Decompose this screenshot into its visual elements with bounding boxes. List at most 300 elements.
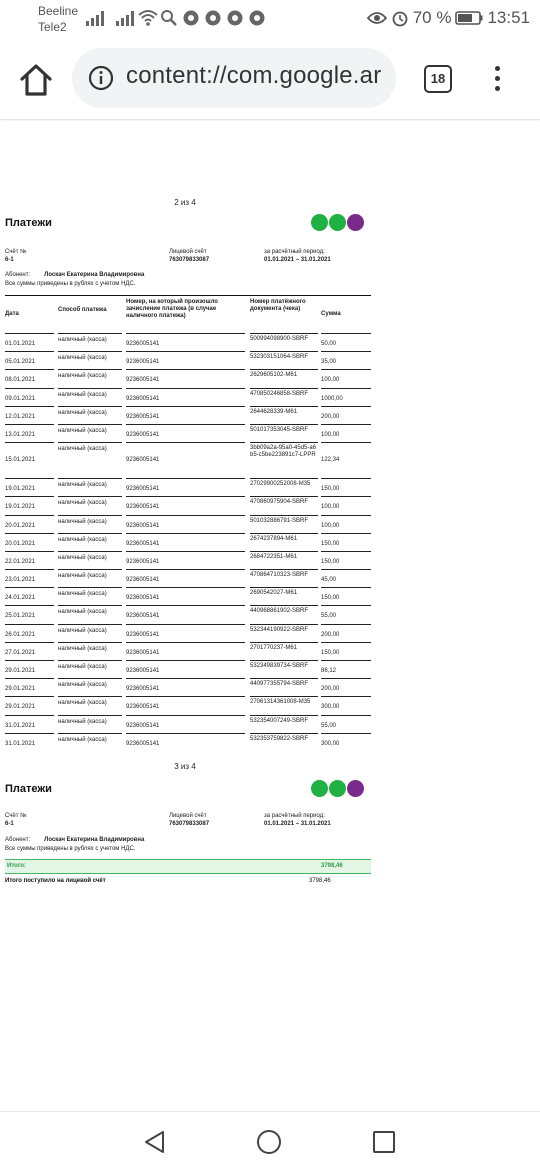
column-gap bbox=[318, 351, 321, 352]
cell-method: наличный (касса) bbox=[58, 536, 107, 543]
cell-method: наличный (касса) bbox=[58, 573, 107, 580]
column-gap bbox=[245, 733, 250, 734]
column-gap bbox=[318, 369, 321, 370]
cell-date: 31.01.2021 bbox=[5, 722, 36, 729]
personal-account-label: Лицевой счёт bbox=[169, 813, 207, 819]
column-gap bbox=[318, 605, 321, 606]
column-gap bbox=[54, 333, 58, 334]
column-gap bbox=[122, 496, 126, 497]
cell-number: 9236005141 bbox=[126, 377, 160, 384]
vat-note: Все суммы приведены в рублях с учетом НДС. bbox=[5, 281, 136, 287]
cell-sum: 100,00 bbox=[321, 522, 340, 529]
column-gap bbox=[54, 478, 58, 479]
column-gap bbox=[54, 406, 58, 407]
column-gap bbox=[318, 624, 321, 625]
column-gap bbox=[54, 587, 58, 588]
final-total-value: 3798,46 bbox=[309, 878, 331, 884]
cell-number: 9236005141 bbox=[126, 540, 160, 547]
more-menu-icon[interactable] bbox=[492, 66, 502, 94]
cell-sum: 150,00 bbox=[321, 558, 340, 565]
carrier-1: Beeline bbox=[38, 4, 79, 18]
table-row bbox=[5, 388, 371, 406]
cell-sum: 55,00 bbox=[321, 722, 337, 729]
subscriber-name: Лоскач Екатерина Владимировна bbox=[44, 272, 145, 278]
cell-method: наличный (касса) bbox=[58, 700, 107, 707]
cell-number: 9236005141 bbox=[126, 558, 160, 565]
cell-document: 2690542027-M61 bbox=[250, 590, 298, 597]
cell-method: наличный (касса) bbox=[58, 427, 107, 434]
column-gap bbox=[245, 424, 250, 425]
cell-number: 9236005141 bbox=[126, 577, 160, 584]
column-gap bbox=[54, 388, 58, 389]
purple-dot bbox=[347, 214, 364, 231]
column-gap bbox=[245, 442, 250, 443]
table-row bbox=[5, 678, 371, 696]
period-label: за расчётный период: bbox=[264, 249, 325, 255]
cell-sum: 100,00 bbox=[321, 504, 340, 511]
total-value: 3798,46 bbox=[321, 863, 343, 869]
browser-toolbar bbox=[0, 40, 540, 120]
total-row bbox=[5, 859, 371, 874]
chrome-icon bbox=[182, 9, 200, 27]
cell-number: 9236005141 bbox=[126, 595, 160, 602]
table-row bbox=[5, 733, 371, 751]
column-gap bbox=[122, 715, 126, 716]
vat-note: Все суммы приведены в рублях с учетом НДС. bbox=[5, 846, 136, 852]
column-gap bbox=[318, 569, 321, 570]
subscriber-info bbox=[5, 836, 144, 844]
cell-document: 440968861902-SBRF bbox=[250, 608, 309, 615]
column-gap bbox=[318, 715, 321, 716]
column-gap bbox=[122, 569, 126, 570]
android-nav-bar bbox=[0, 1111, 540, 1170]
column-number: Номер, на который произошло зачисление платежа (в случае наличного платежа) bbox=[126, 299, 218, 319]
column-gap bbox=[318, 660, 321, 661]
column-gap bbox=[318, 733, 321, 734]
page-number-label: 2 из 4 bbox=[174, 198, 196, 207]
column-gap bbox=[54, 605, 58, 606]
column-gap bbox=[245, 478, 250, 479]
cell-date: 23.01.2021 bbox=[5, 577, 36, 584]
cell-document: 27029900252008-M35 bbox=[250, 481, 311, 488]
column-date: Дата bbox=[5, 311, 19, 317]
cell-number: 9236005141 bbox=[126, 649, 160, 656]
cell-document: 532303151064-SBRF bbox=[250, 354, 309, 361]
column-gap bbox=[318, 515, 321, 516]
cell-document: 440977355794-SBRF bbox=[250, 681, 309, 688]
table-header bbox=[5, 295, 371, 333]
cell-number: 9236005141 bbox=[126, 740, 160, 747]
cell-document: 2684722351-M61 bbox=[250, 553, 298, 560]
cell-number: 9236005141 bbox=[126, 395, 160, 402]
account-label: Счёт № bbox=[5, 813, 27, 819]
cell-document: 532349839734-SBRF bbox=[250, 663, 309, 669]
home-button[interactable] bbox=[16, 60, 56, 100]
signal-icon bbox=[86, 10, 104, 26]
table-row bbox=[5, 406, 371, 424]
cell-sum: 200,00 bbox=[321, 686, 340, 693]
alarm-icon bbox=[391, 9, 409, 27]
cell-sum: 35,00 bbox=[321, 359, 337, 366]
column-gap bbox=[54, 496, 58, 497]
table-row bbox=[5, 624, 371, 642]
cell-document: 470850246858-SBRF bbox=[250, 390, 309, 397]
cell-number: 9236005141 bbox=[126, 359, 160, 366]
column-gap bbox=[245, 333, 250, 334]
cell-method: наличный (касса) bbox=[58, 682, 107, 689]
column-gap bbox=[245, 388, 250, 389]
cell-number: 9236005141 bbox=[126, 522, 160, 529]
cell-method: наличный (касса) bbox=[58, 482, 107, 489]
cell-date: 12.01.2021 bbox=[5, 413, 36, 420]
column-gap bbox=[54, 442, 58, 443]
cell-date: 29.01.2021 bbox=[5, 704, 36, 711]
cell-date: 26.01.2021 bbox=[5, 631, 36, 638]
cell-date: 25.01.2021 bbox=[5, 613, 36, 620]
column-gap bbox=[318, 406, 321, 407]
table-row bbox=[5, 642, 371, 660]
billing-period bbox=[264, 812, 331, 828]
cell-date: 08.01.2021 bbox=[5, 377, 36, 384]
personal-account bbox=[169, 248, 209, 264]
brand-dots bbox=[311, 214, 364, 231]
personal-account-label: Лицевой счёт bbox=[169, 249, 207, 255]
subscriber-label: Абонент: bbox=[5, 272, 31, 278]
cell-method: наличный (касса) bbox=[58, 664, 107, 670]
column-gap bbox=[245, 515, 250, 516]
column-gap bbox=[54, 551, 58, 552]
subscriber-name: Лоскач Екатерина Владимировна bbox=[44, 837, 145, 843]
cell-method: наличный (касса) bbox=[58, 446, 107, 453]
signal-icon bbox=[116, 10, 134, 26]
battery-percent: 70 % bbox=[412, 8, 452, 27]
cell-document: 2701770237-M61 bbox=[250, 644, 298, 651]
status-right bbox=[367, 8, 530, 28]
column-gap bbox=[245, 715, 250, 716]
column-gap bbox=[245, 551, 250, 552]
column-gap bbox=[54, 660, 58, 661]
column-gap bbox=[54, 696, 58, 697]
cell-sum: 200,00 bbox=[321, 413, 340, 420]
cell-date: 01.01.2021 bbox=[5, 341, 36, 347]
subscriber-info bbox=[5, 271, 144, 279]
cell-method: наличный (касса) bbox=[58, 391, 107, 398]
column-gap bbox=[54, 642, 58, 643]
column-gap bbox=[318, 678, 321, 679]
column-gap bbox=[245, 569, 250, 570]
cell-number: 9236005141 bbox=[126, 486, 160, 493]
column-gap bbox=[122, 551, 126, 552]
cell-document: 532353759822-SBRF bbox=[250, 735, 309, 742]
cell-document: 501032886791-SBRF bbox=[250, 517, 309, 524]
column-gap bbox=[122, 442, 126, 443]
cell-sum: 200,00 bbox=[321, 631, 340, 638]
info-icon[interactable] bbox=[88, 65, 114, 91]
column-gap bbox=[122, 388, 126, 389]
tab-switcher-button[interactable]: 18 bbox=[424, 65, 452, 93]
battery-icon bbox=[455, 11, 483, 25]
cell-sum: 300,00 bbox=[321, 740, 340, 747]
column-gap bbox=[245, 351, 250, 352]
period-value: 01.01.2021 – 31.01.2021 bbox=[264, 257, 331, 263]
table-row bbox=[5, 496, 371, 514]
column-gap bbox=[318, 642, 321, 643]
cell-method: наличный (касса) bbox=[58, 373, 107, 380]
address-bar[interactable] bbox=[72, 48, 396, 108]
column-gap bbox=[54, 624, 58, 625]
cell-method: наличный (касса) bbox=[58, 337, 107, 343]
final-total-label: Итого поступило на лицевой счёт bbox=[5, 878, 106, 884]
column-gap bbox=[122, 515, 126, 516]
cell-number: 9236005141 bbox=[126, 722, 160, 729]
cell-method: наличный (касса) bbox=[58, 591, 107, 598]
cell-date: 13.01.2021 bbox=[5, 431, 36, 438]
green-dot bbox=[311, 780, 328, 797]
column-gap bbox=[122, 333, 126, 334]
column-gap bbox=[318, 587, 321, 588]
cell-date: 19.01.2021 bbox=[5, 504, 36, 511]
green-dot bbox=[329, 780, 346, 797]
column-gap bbox=[54, 715, 58, 716]
column-gap bbox=[122, 406, 126, 407]
column-gap bbox=[318, 478, 321, 479]
cell-sum: 45,00 bbox=[321, 577, 337, 584]
cell-sum: 300,00 bbox=[321, 704, 340, 711]
cell-date: 29.01.2021 bbox=[5, 668, 36, 674]
home-nav-button[interactable] bbox=[256, 1129, 282, 1155]
page-number-label: 3 из 4 bbox=[174, 762, 196, 771]
purple-dot bbox=[347, 780, 364, 797]
column-method: Способ платежа bbox=[58, 307, 107, 313]
personal-account-value: 763079833087 bbox=[169, 821, 210, 827]
table-row bbox=[5, 569, 371, 587]
column-sum: Сумма bbox=[321, 311, 341, 317]
column-gap bbox=[318, 496, 321, 497]
table-row bbox=[5, 442, 371, 478]
cell-document: 532354007249-SBRF bbox=[250, 717, 309, 724]
cell-number: 9236005141 bbox=[126, 341, 160, 347]
personal-account-value: 763079833087 bbox=[169, 257, 210, 263]
cell-sum: 150,00 bbox=[321, 486, 340, 493]
column-gap bbox=[54, 569, 58, 570]
column-gap bbox=[122, 533, 126, 534]
column-gap bbox=[245, 605, 250, 606]
cell-sum: 1000,00 bbox=[321, 395, 343, 402]
table-row bbox=[5, 587, 371, 605]
cell-number: 9236005141 bbox=[126, 704, 160, 711]
back-button[interactable] bbox=[142, 1129, 168, 1155]
table-body bbox=[5, 333, 371, 751]
green-dot bbox=[329, 214, 346, 231]
column-gap bbox=[245, 678, 250, 679]
table-row bbox=[5, 660, 371, 678]
column-gap bbox=[245, 587, 250, 588]
cell-document: 470860975904-SBRF bbox=[250, 499, 309, 506]
cell-date: 22.01.2021 bbox=[5, 558, 36, 565]
cell-document: 532344190922-SBRF bbox=[250, 626, 309, 633]
clock-time: 13:51 bbox=[487, 8, 530, 27]
column-gap bbox=[122, 478, 126, 479]
column-gap bbox=[54, 733, 58, 734]
cell-method: наличный (касса) bbox=[58, 355, 107, 362]
url-text[interactable]: content://com.google.ar bbox=[126, 62, 382, 89]
cell-document: 2674237894-M61 bbox=[250, 535, 298, 542]
column-gap bbox=[318, 551, 321, 552]
column-gap bbox=[122, 424, 126, 425]
column-gap bbox=[54, 424, 58, 425]
column-gap bbox=[318, 442, 321, 443]
column-gap bbox=[54, 351, 58, 352]
cell-number: 9236005141 bbox=[126, 504, 160, 511]
recents-button[interactable] bbox=[372, 1130, 396, 1154]
cell-method: наличный (касса) bbox=[58, 554, 107, 561]
section-title: Платежи bbox=[5, 783, 52, 795]
table-row bbox=[5, 605, 371, 623]
cell-document: 501017353045-SBRF bbox=[250, 426, 309, 433]
cell-document: 2629605102-M61 bbox=[250, 372, 298, 379]
cell-date: 20.01.2021 bbox=[5, 522, 36, 529]
table-row bbox=[5, 696, 371, 714]
column-gap bbox=[122, 587, 126, 588]
subscriber-label: Абонент: bbox=[5, 837, 31, 843]
column-gap bbox=[318, 533, 321, 534]
column-gap bbox=[122, 351, 126, 352]
cell-date: 09.01.2021 bbox=[5, 395, 36, 402]
account-info bbox=[5, 248, 27, 264]
chrome-icon bbox=[248, 9, 266, 27]
cell-sum: 55,00 bbox=[321, 613, 337, 620]
pdf-document bbox=[0, 121, 540, 1111]
column-gap bbox=[245, 406, 250, 407]
cell-sum: 150,00 bbox=[321, 595, 340, 602]
section-title: Платежи bbox=[5, 217, 52, 229]
cell-sum: 100,00 bbox=[321, 431, 340, 438]
column-gap bbox=[54, 678, 58, 679]
column-gap bbox=[122, 369, 126, 370]
column-gap bbox=[318, 424, 321, 425]
cell-date: 15.01.2021 bbox=[5, 457, 36, 464]
chrome-icon bbox=[204, 9, 222, 27]
period-label: за расчётный период: bbox=[264, 813, 325, 819]
payments-table bbox=[5, 295, 371, 751]
cell-date: 05.01.2021 bbox=[5, 359, 36, 366]
column-gap bbox=[245, 369, 250, 370]
total-label: Итого: bbox=[7, 863, 26, 869]
cell-number: 9236005141 bbox=[126, 686, 160, 693]
column-gap bbox=[318, 388, 321, 389]
cell-method: наличный (касса) bbox=[58, 718, 107, 725]
cell-date: 24.01.2021 bbox=[5, 595, 36, 602]
cell-method: наличный (касса) bbox=[58, 609, 107, 616]
status-bar bbox=[0, 0, 540, 40]
chrome-icon bbox=[226, 9, 244, 27]
cell-sum: 86,12 bbox=[321, 668, 337, 674]
cell-method: наличный (касса) bbox=[58, 409, 107, 416]
cell-method: наличный (касса) bbox=[58, 627, 107, 634]
column-gap bbox=[54, 533, 58, 534]
account-label: Счёт № bbox=[5, 249, 27, 255]
account-value: 6-1 bbox=[5, 821, 14, 827]
table-row bbox=[5, 351, 371, 369]
column-gap bbox=[122, 696, 126, 697]
cell-method: наличный (касса) bbox=[58, 736, 107, 743]
table-row bbox=[5, 424, 371, 442]
table-row bbox=[5, 333, 371, 351]
cell-number: 9236005141 bbox=[126, 631, 160, 638]
column-gap bbox=[122, 678, 126, 679]
column-gap bbox=[122, 605, 126, 606]
wifi-icon bbox=[138, 9, 158, 27]
account-value: 6-1 bbox=[5, 257, 14, 263]
column-gap bbox=[54, 369, 58, 370]
personal-account bbox=[169, 812, 209, 828]
column-gap bbox=[54, 515, 58, 516]
column-gap bbox=[318, 696, 321, 697]
green-dot bbox=[311, 214, 328, 231]
column-gap bbox=[245, 642, 250, 643]
cell-number: 9236005141 bbox=[126, 668, 160, 674]
cell-method: наличный (касса) bbox=[58, 518, 107, 525]
cell-sum: 150,00 bbox=[321, 540, 340, 547]
cell-sum: 122,34 bbox=[321, 457, 340, 464]
cell-number: 9236005141 bbox=[126, 613, 160, 620]
column-document: Номер платёжного документа (чека) bbox=[250, 299, 306, 312]
cell-document: 470864710323-SBRF bbox=[250, 572, 309, 579]
cell-number: 9236005141 bbox=[126, 431, 160, 438]
billing-period bbox=[264, 248, 331, 264]
column-gap bbox=[122, 733, 126, 734]
cell-sum: 150,00 bbox=[321, 649, 340, 656]
column-gap bbox=[318, 333, 321, 334]
carrier-2: Tele2 bbox=[38, 20, 67, 34]
table-row bbox=[5, 369, 371, 387]
cell-document: 500994098900-SBRF bbox=[250, 336, 309, 342]
brand-dots bbox=[311, 780, 364, 797]
cell-date: 31.01.2021 bbox=[5, 740, 36, 747]
column-gap bbox=[245, 624, 250, 625]
table-row bbox=[5, 551, 371, 569]
cell-number: 9236005141 bbox=[126, 413, 160, 420]
eye-icon bbox=[367, 11, 387, 25]
carrier-names bbox=[38, 3, 78, 35]
cell-date: 19.01.2021 bbox=[5, 486, 36, 493]
cell-sum: 50,00 bbox=[321, 341, 337, 347]
cell-document: 2644628339-M61 bbox=[250, 408, 298, 415]
column-gap bbox=[245, 496, 250, 497]
cell-date: 27.01.2021 bbox=[5, 649, 36, 656]
account-info bbox=[5, 812, 27, 828]
cell-number: 9236005141 bbox=[126, 457, 160, 464]
search-icon bbox=[160, 9, 178, 27]
cell-document: 27061314361008-M35 bbox=[250, 699, 311, 706]
column-gap bbox=[122, 660, 126, 661]
column-gap bbox=[122, 624, 126, 625]
table-row bbox=[5, 715, 371, 733]
cell-date: 20.01.2021 bbox=[5, 540, 36, 547]
column-gap bbox=[245, 660, 250, 661]
table-row bbox=[5, 515, 371, 533]
cell-document: 3bb09a2a-95a0-45d5-a6b5-c5be223891c7-LPPR bbox=[250, 445, 317, 459]
period-value: 01.01.2021 – 31.01.2021 bbox=[264, 821, 331, 827]
cell-date: 29.01.2021 bbox=[5, 686, 36, 693]
cell-sum: 100,00 bbox=[321, 377, 340, 384]
cell-method: наличный (касса) bbox=[58, 645, 107, 652]
column-gap bbox=[122, 642, 126, 643]
column-gap bbox=[245, 533, 250, 534]
cell-method: наличный (касса) bbox=[58, 500, 107, 507]
table-row bbox=[5, 478, 371, 496]
column-gap bbox=[245, 696, 250, 697]
